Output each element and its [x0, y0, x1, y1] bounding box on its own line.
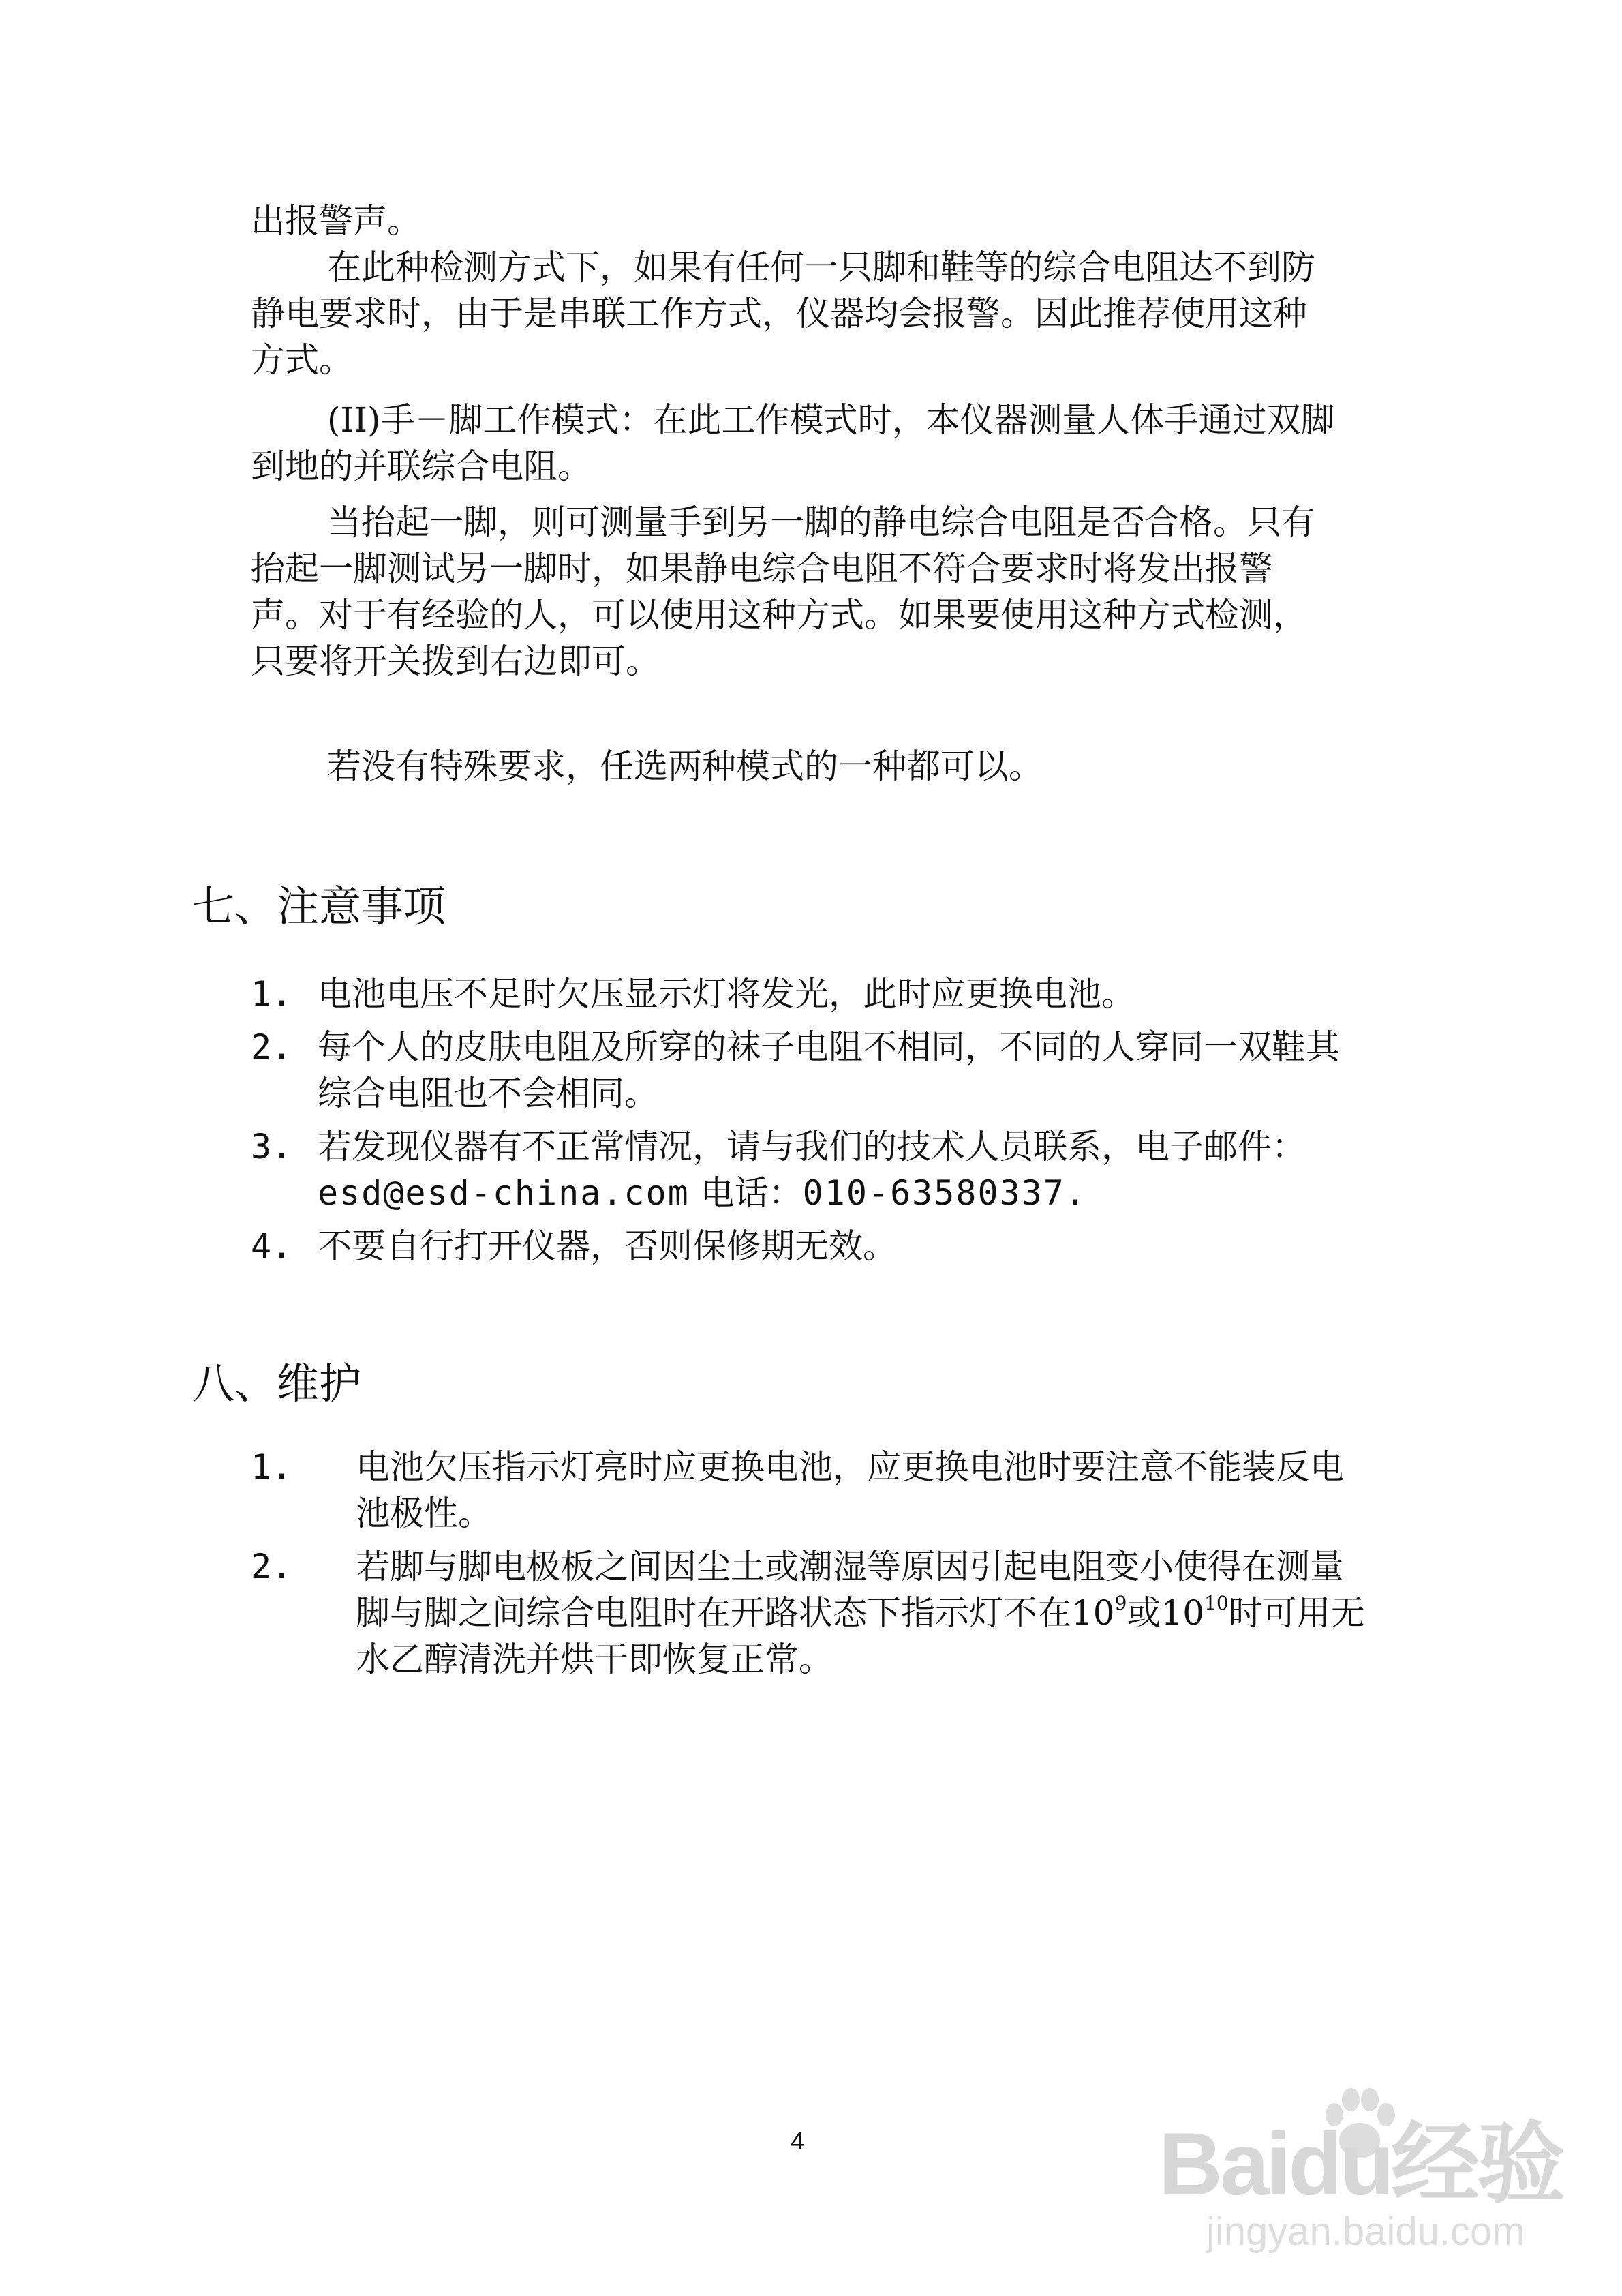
list-text: 不要自行打开仪器，否则保修期无效。 [318, 1226, 897, 1266]
list-text: 水乙醇清洗并烘干即恢复正常。 [356, 1640, 833, 1679]
text-line: 抬起一脚测试另一脚时，如果静电综合电阻不符合要求时将发出报警 [251, 549, 1273, 588]
list-text: 若脚与脚电极板之间因尘土或潮湿等原因引起电阻变小使得在测量 [356, 1547, 1344, 1586]
section-heading-precautions: 七、注意事项 [192, 881, 446, 931]
list-item [251, 1444, 1365, 1537]
list-number: 4. [251, 1226, 292, 1266]
list-item [251, 1024, 1340, 1117]
exponent: 10 [1204, 1592, 1229, 1615]
text-line: 静电要求时，由于是串联工作方式，仪器均会报警。因此推荐使用这种 [251, 294, 1307, 333]
list-number: 3. [251, 1127, 292, 1166]
list-item [251, 1223, 1340, 1269]
text-line: 若没有特殊要求，任选两种模式的一种都可以。 [327, 746, 1043, 786]
list-text: 电池欠压指示灯亮时应更换电池，应更换电池时要注意不能装反电 [356, 1447, 1344, 1487]
text-line: 出报警声。 [251, 201, 421, 241]
contact-phone: 010-63580337. [802, 1173, 1087, 1213]
list-text-with-exponents: 脚与脚之间综合电阻时在开路状态下指示灯不在$10^9$或$10^{10}$时可用无 [356, 1592, 1365, 1633]
list-number: 2. [251, 1547, 292, 1586]
paragraph-alarm-end [251, 198, 1478, 244]
list-text: 若发现仪器有不正常情况，请与我们的技术人员联系，电子邮件： [318, 1127, 1306, 1166]
text-line: 只要将开关拨到右边即可。 [251, 641, 660, 681]
precautions-list [251, 971, 1340, 1269]
contact-line [251, 1170, 1340, 1216]
paragraph-mode-choice [251, 743, 1478, 789]
text-line: 当抬起一脚，则可测量手到另一脚的静电综合电阻是否合格。只有 [327, 502, 1315, 542]
watermark-logo: Baidu经验 [1159, 2114, 1563, 2214]
maintenance-list [251, 1444, 1365, 1682]
text-line: 到地的并联综合电阻。 [251, 447, 592, 486]
paragraph-lift-foot [251, 499, 1478, 684]
list-item [251, 971, 1340, 1017]
baidu-jingyan-watermark [1159, 2072, 1581, 2277]
list-text: 综合电阻也不会相同。 [318, 1074, 658, 1113]
list-item [251, 1543, 1365, 1682]
text-line: 在此种检测方式下，如果有任何一只脚和鞋等的综合电阻达不到防 [327, 247, 1315, 287]
phone-label: 电话： [700, 1173, 803, 1213]
text-line: 声。对于有经验的人，可以使用这种方式。如果要使用这种方式检测， [251, 595, 1307, 635]
paragraph-series-mode [251, 244, 1478, 383]
text-line: (II)手－脚工作模式：在此工作模式时，本仪器测量人体手通过双脚 [327, 400, 1335, 440]
list-text: 池极性。 [356, 1494, 492, 1533]
page-number: 4 [791, 2127, 805, 2155]
list-number: 2. [251, 1027, 292, 1067]
list-text: 每个人的皮肤电阻及所穿的袜子电阻不相同，不同的人穿同一双鞋其 [318, 1027, 1340, 1067]
list-number: 1. [251, 974, 292, 1014]
section-heading-maintenance: 八、维护 [192, 1359, 362, 1408]
list-text: 电池电压不足时欠压显示灯将发光，此时应更换电池。 [318, 974, 1135, 1014]
watermark-url: jingyan.baidu.com [1206, 2209, 1525, 2254]
list-item [251, 1123, 1340, 1216]
paragraph-hand-foot-mode [251, 397, 1478, 489]
contact-email: esd@esd-china.com [318, 1173, 690, 1213]
text-line: 方式。 [251, 340, 353, 380]
list-number: 1. [251, 1447, 292, 1487]
exponent: 9 [1114, 1592, 1127, 1615]
